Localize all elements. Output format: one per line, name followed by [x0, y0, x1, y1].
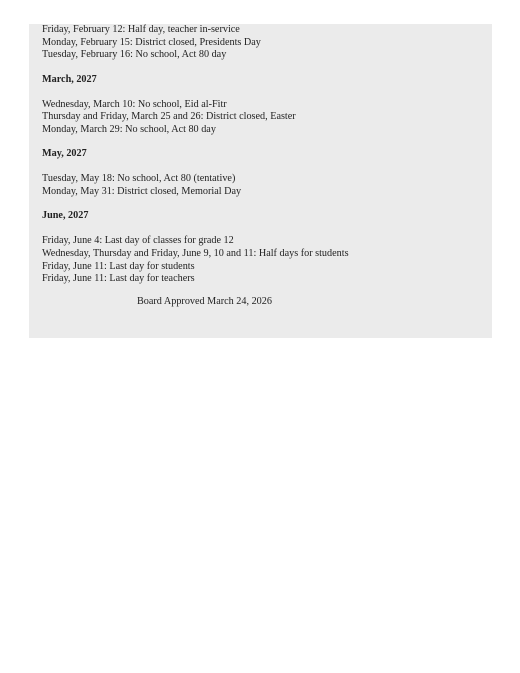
february-event-1: Friday, February 12: Half day, teacher in-service: [42, 24, 240, 35]
june-event-3: Friday, June 11: Last day for students: [42, 260, 195, 272]
march-heading: March, 2027: [42, 73, 97, 85]
calendar-content: [42, 24, 482, 309]
may-heading: May, 2027: [42, 148, 87, 160]
march-event-3: Monday, March 29: No school, Act 80 day: [42, 124, 216, 136]
june-event-1: Friday, June 4: Last day of classes for grade 12: [42, 235, 234, 247]
june-section: [42, 210, 482, 286]
february-event-2: Monday, February 15: District closed, Presidents Day: [42, 36, 261, 48]
june-event-4: Friday, June 11: Last day for teachers: [42, 273, 195, 285]
may-event-1: Tuesday, May 18: No school, Act 80 (tentative): [42, 173, 236, 185]
march-event-2: Thursday and Friday, March 25 and 26: District closed, Easter: [42, 111, 296, 123]
june-event-2: Wednesday, Thursday and Friday, June 9, 10 and 11: Half days for students: [42, 247, 349, 259]
february-event-3: Tuesday, February 16: No school, Act 80 day: [42, 49, 227, 61]
may-section: [42, 148, 482, 198]
february-section: [42, 24, 482, 62]
board-approval-note: Board Approved March 24, 2026: [137, 296, 272, 308]
june-heading: June, 2027: [42, 210, 89, 222]
march-event-1: Wednesday, March 10: No school, Eid al-Fitr: [42, 98, 227, 110]
may-event-2: Monday, May 31: District closed, Memorial Day: [42, 185, 242, 197]
march-section: [42, 74, 482, 137]
